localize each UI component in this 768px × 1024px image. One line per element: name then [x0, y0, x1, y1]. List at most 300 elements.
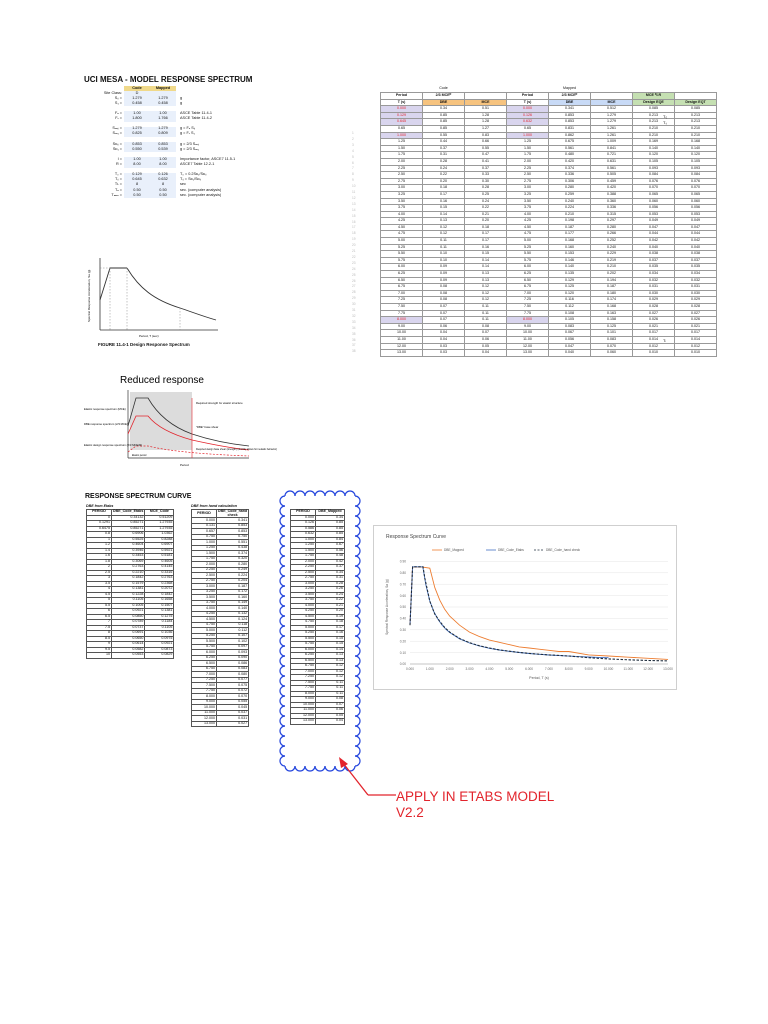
- row-number: 32: [352, 313, 356, 318]
- table-cell: 1.000: [192, 540, 217, 546]
- table-cell: 0.6475: [87, 526, 112, 532]
- spectrum-cell: 4.75: [507, 231, 549, 238]
- spectrum-cell: 3.25: [507, 191, 549, 198]
- spectrum-cell: 0.561: [549, 145, 591, 152]
- spectrum-cell: 0.374: [549, 165, 591, 172]
- spectrum-cell: 0.153: [549, 251, 591, 258]
- table-cell: 0.632: [291, 532, 316, 538]
- table-cell: 2.500: [291, 570, 316, 576]
- fig2-label-dbe: DBE response spectrum (2/3 MCE): [84, 422, 128, 426]
- spectrum-cell: 0.000: [507, 106, 549, 113]
- spectrum-header-cell: [591, 93, 633, 100]
- table-cell: 0.34132: [112, 515, 145, 521]
- param-mapped-value: 1.279: [150, 96, 176, 101]
- table-cell: 0.112: [217, 628, 249, 634]
- table-cell: 2.750: [291, 576, 316, 582]
- param-mapped-value: 1.00: [150, 157, 176, 162]
- spectrum-cell: 0.07: [423, 317, 465, 324]
- spectrum-cell: 0.85: [423, 119, 465, 126]
- spectrum-row: [381, 350, 717, 357]
- spectrum-row: [381, 106, 717, 113]
- row-number: 7: [352, 166, 354, 171]
- table-cell: 0.187: [217, 584, 249, 590]
- spectrum-cell: 0.336: [591, 205, 633, 212]
- spectrum-header-cell: Design EQE: [633, 99, 675, 106]
- param-label: Sₘ₁ =: [112, 131, 122, 136]
- spectrum-cell: 0.11: [423, 244, 465, 251]
- x-tick-label: 5.000: [505, 667, 514, 671]
- fig1-caption: FIGURE 11.4-1 Design Response Spectrum: [98, 342, 190, 347]
- spectrum-cell: 0.17: [465, 231, 507, 238]
- table-cell: 0.077: [217, 677, 249, 683]
- table-cell: 6.000: [291, 647, 316, 653]
- spectrum-cell: 3.00: [507, 185, 549, 192]
- spectrum-cell: 0.032: [675, 277, 717, 284]
- spectrum-cell: 0.085: [675, 106, 717, 113]
- spectrum-cell: 0.040: [675, 244, 717, 251]
- spectrum-cell: 0.13: [423, 218, 465, 225]
- spectrum-cell: 3.00: [381, 185, 423, 192]
- table-cell: 4.750: [291, 620, 316, 626]
- spectrum-cell: 0.032: [633, 277, 675, 284]
- param-note: T₀ = 0.2Sᴅ₁/Sᴅₛ: [180, 172, 207, 177]
- table-cell: 0.67: [316, 543, 345, 549]
- y-tick-label: 0.20: [399, 639, 406, 644]
- table-cell: 0.13: [316, 653, 345, 659]
- spectrum-cell: 0.105: [675, 158, 717, 165]
- spectrum-row: [381, 251, 717, 258]
- spectrum-cell: 0.213: [675, 112, 717, 119]
- spectrum-cell: 0.035: [675, 264, 717, 271]
- spectrum-cell: 0.040: [633, 244, 675, 251]
- table-cell: 7: [87, 620, 112, 626]
- spectrum-cell: 1.009: [591, 139, 633, 146]
- y-tick-label: 0.40: [399, 616, 406, 621]
- params-title: UCI MESA - MODEL RESPONSE SPECTRUM: [84, 75, 253, 84]
- spectrum-cell: 7.75: [507, 310, 549, 317]
- table-cell: 6.750: [291, 664, 316, 670]
- param-mapped-value: 0.809: [150, 132, 176, 137]
- row-number: 12: [352, 195, 356, 200]
- table-cell: 1.27935: [145, 526, 174, 532]
- param-mapped-value: 8.00: [150, 162, 176, 167]
- spectrum-cell: 5.50: [381, 251, 423, 258]
- table-cell: 0.5921: [145, 548, 174, 554]
- spectrum-header-row: [381, 99, 717, 106]
- spectrum-header-cell: 2/3 MCEᴿ: [423, 93, 465, 100]
- row-number: 11: [352, 190, 356, 194]
- table-header-cell: PERIOD: [192, 510, 217, 518]
- spectrum-cell: 0.83: [465, 132, 507, 139]
- param-mapped-value: 1.766: [150, 117, 176, 122]
- table-cell: 0.160: [217, 595, 249, 601]
- row-number: 16: [352, 219, 356, 224]
- spectrum-cell: 0.18: [423, 185, 465, 192]
- table-cell: 2.500: [192, 573, 217, 579]
- spectrum-row: [381, 132, 717, 139]
- spectrum-cell: 0.210: [675, 132, 717, 139]
- table-cell: 0.6906: [112, 532, 145, 538]
- table-cell: 0.0582: [112, 647, 145, 653]
- spectrum-cell: 0.85: [423, 125, 465, 132]
- spectrum-cell: 0.126: [507, 112, 549, 119]
- spectrum-cell: 0.22: [423, 172, 465, 179]
- spectrum-row: [381, 330, 717, 337]
- spectrum-cell: 0.174: [591, 297, 633, 304]
- table-cell: 9: [87, 642, 112, 648]
- spectrum-cell: 0.040: [549, 350, 591, 357]
- table-cell: 0.34: [316, 570, 345, 576]
- table-cell: 6.5: [87, 614, 112, 620]
- table-cell: 0.51209: [145, 515, 174, 521]
- table-cell: 1.2: [87, 543, 112, 549]
- spectrum-cell: 0.420: [549, 158, 591, 165]
- spectrum-cell: 0.21: [465, 211, 507, 218]
- table-cell: 0.750: [217, 534, 249, 540]
- table-cell: 0.072: [217, 688, 249, 694]
- table-cell: 4.5: [87, 592, 112, 598]
- table-cell: 0.090: [217, 655, 249, 661]
- spectrum-cell: 0.120: [633, 152, 675, 159]
- spectrum-cell: 0.721: [591, 152, 633, 159]
- param-mapped-value: 0.853: [150, 142, 176, 147]
- spectrum-cell: 2.75: [381, 178, 423, 185]
- spectrum-cell: 0.035: [633, 264, 675, 271]
- spectrum-row: [381, 317, 717, 324]
- table-cell: 0.249: [217, 567, 249, 573]
- spectrum-cell: 2.50: [381, 172, 423, 179]
- spectrum-cell: 0.014: [633, 336, 675, 343]
- spectrum-cell: 0.41: [465, 158, 507, 165]
- spectrum-cell: 0.125: [549, 284, 591, 291]
- row-number: 27: [352, 284, 356, 289]
- spectrum-cell: 7.25: [507, 297, 549, 304]
- series-line-dbe-code-etabs: [410, 567, 609, 658]
- table-row: [87, 653, 174, 659]
- table-cell: 0.097: [217, 644, 249, 650]
- spectrum-cell: 0.853: [549, 119, 591, 126]
- spectrum-cell: 0.08: [423, 297, 465, 304]
- table-cell: 0.3453: [112, 554, 145, 560]
- spectrum-cell: 0.07: [423, 310, 465, 317]
- spectrum-header-cell: T (s): [381, 99, 423, 106]
- spectrum-cell: 0.047: [675, 224, 717, 231]
- table-header-cell: MCE_Code: [145, 510, 174, 516]
- spectrum-row: [381, 238, 717, 245]
- row-number: 19: [352, 237, 356, 242]
- spectrum-header-cell: Design EQT: [675, 99, 717, 106]
- spectrum-cell: 0.140: [675, 145, 717, 152]
- spectrum-cell: 0.561: [591, 165, 633, 172]
- spectrum-row: [381, 205, 717, 212]
- table-cell: 0.031: [217, 716, 249, 722]
- spectrum-group-mapped: Mapped: [563, 86, 576, 91]
- spectrum-cell: 0.014: [675, 336, 717, 343]
- table-cell: 0.0650: [112, 636, 145, 642]
- y-tick-label: 0.80: [399, 571, 406, 575]
- spectrum-cell: 3.75: [381, 205, 423, 212]
- param-label: S₁ =: [114, 100, 122, 105]
- table-cell: 0.107: [217, 633, 249, 639]
- table-cell: 6.250: [192, 655, 217, 661]
- row-number: 33: [352, 319, 356, 324]
- spectrum-cell: 0.047: [549, 343, 591, 350]
- table-cell: 7.750: [291, 686, 316, 692]
- table-cell: 5.500: [192, 639, 217, 645]
- spectrum-header-row: [381, 93, 717, 100]
- param-mapped-value: 0.50: [150, 188, 176, 193]
- spectrum-cell: 5.00: [381, 238, 423, 245]
- table-cell: 0.280: [217, 562, 249, 568]
- spectrum-cell: 0.034: [675, 271, 717, 278]
- spectrum-cell: 0.315: [591, 211, 633, 218]
- spectrum-cell: 0.15: [423, 205, 465, 212]
- spectrum-cell: 8.000: [507, 317, 549, 324]
- table-cell: 13.000: [192, 721, 217, 727]
- param-label: Sᴅ₁ =: [112, 146, 122, 151]
- spectrum-cell: 1.28: [465, 112, 507, 119]
- spectrum-cell: 11.00: [507, 336, 549, 343]
- table-cell: 0.000: [192, 518, 217, 524]
- spectrum-cell: 1.25: [507, 139, 549, 146]
- x-tick-label: 6.000: [525, 667, 534, 671]
- table-cell: 0.0737: [112, 625, 145, 631]
- spectrum-cell: 0.04: [423, 336, 465, 343]
- table-cell: 0.85: [316, 521, 345, 527]
- table-cell: 0.2763: [145, 576, 174, 582]
- table-cell: 0.000: [291, 515, 316, 521]
- spectrum-cell: 0.010: [633, 350, 675, 357]
- spectrum-cell: 0.219: [591, 257, 633, 264]
- spectrum-cell: 4.25: [381, 218, 423, 225]
- chart-title: Response Spectrum Curve: [386, 534, 447, 540]
- table-cell: 0.12: [316, 664, 345, 670]
- spectrum-cell: 0.16: [423, 198, 465, 205]
- param-note: ASCE Table 11.4-2: [180, 116, 212, 121]
- row-number: 38: [352, 349, 356, 354]
- spectrum-cell: 0.16: [465, 244, 507, 251]
- table-cell: 3.750: [192, 600, 217, 606]
- spectrum-cell: 0.210: [591, 264, 633, 271]
- table-cell: 0.0850: [112, 614, 145, 620]
- table-header-cell: DBE_Code_hand check: [218, 509, 248, 517]
- param-label: Tʟ =: [114, 182, 122, 187]
- y-tick-label: 0.70: [399, 582, 406, 587]
- annotation-text: [396, 789, 566, 821]
- table-cell: 0.374: [217, 551, 249, 557]
- spectrum-cell: 0.112: [549, 304, 591, 311]
- param-code-value: 1.00: [124, 157, 150, 162]
- x-tick-label: 12.000: [643, 667, 654, 671]
- spectrum-cell: 0.037: [675, 257, 717, 264]
- table-cell: 0.1381: [112, 587, 145, 593]
- fig2-label-required-design: Required design base shear (strength) (ductility allows for inelastic behavior): [196, 448, 277, 451]
- table-cell: 0.04: [316, 719, 345, 725]
- table-cell: 0.3069: [112, 559, 145, 565]
- spectrum-cell: 3.50: [381, 198, 423, 205]
- spectrum-cell: 1.50: [381, 145, 423, 152]
- table-cell: 0.12: [316, 675, 345, 681]
- table-cell: 0.657: [192, 529, 217, 535]
- table-cell: 0.6907: [145, 543, 174, 549]
- spectrum-cell: 0.252: [591, 238, 633, 245]
- table-cell: 0.19: [316, 614, 345, 620]
- row-number: 30: [352, 302, 356, 307]
- spectrum-cell: 5.50: [507, 251, 549, 258]
- table-header-cell: DBE_Code_Etabs: [113, 509, 144, 514]
- table-cell: 4.000: [291, 603, 316, 609]
- spectrum-cell: 0.140: [633, 145, 675, 152]
- spectrum-cell: 0.12: [465, 284, 507, 291]
- table-cell: 1.750: [291, 554, 316, 560]
- chart-canvas: [374, 526, 676, 689]
- param-code-value: 1.800: [124, 117, 150, 122]
- spectrum-cell: 0.210: [675, 125, 717, 132]
- spectrum-cell: 0.168: [549, 238, 591, 245]
- spectrum-cell: 1.75: [507, 152, 549, 159]
- reduced-response-figure: [84, 368, 277, 470]
- table-cell: 2.750: [192, 578, 217, 584]
- table-cell: 0.853: [217, 523, 249, 529]
- table-cell: 5.250: [291, 631, 316, 637]
- row-number: 34: [352, 325, 356, 330]
- spectrum-cell: 0.120: [549, 290, 591, 297]
- table-cell: 0.1579: [112, 581, 145, 587]
- spectrum-cell: 0.12: [423, 224, 465, 231]
- spectrum-cell: 0.341: [549, 106, 591, 113]
- spectrum-cell: 0.841: [591, 145, 633, 152]
- spectrum-cell: 0.012: [675, 343, 717, 350]
- spectrum-cell: 0.105: [633, 158, 675, 165]
- spectrum-cell: 0.026: [633, 317, 675, 324]
- param-note: g = 2/3 Sₘₛ: [180, 141, 200, 146]
- spectrum-cell: 0.28: [423, 158, 465, 165]
- param-label: Fᵥ =: [115, 116, 122, 121]
- spectrum-cell: 0.11: [423, 238, 465, 245]
- spectrum-cell: 9.00: [381, 323, 423, 330]
- spectrum-cell: 0.076: [633, 178, 675, 185]
- table-cell: 0.0873: [145, 647, 174, 653]
- spectrum-cell: 6.00: [381, 264, 423, 271]
- spectrum-row: [381, 125, 717, 132]
- table-cell: 0.1228: [112, 592, 145, 598]
- spectrum-cell: 0.021: [675, 323, 717, 330]
- spectrum-cell: 0.037: [633, 257, 675, 264]
- y-tick-label: 0.00: [399, 662, 406, 667]
- spectrum-cell: 0.336: [549, 172, 591, 179]
- spectrum-row: [381, 323, 717, 330]
- spectrum-cell: 0.632: [507, 119, 549, 126]
- spectrum-cell: 4.00: [507, 211, 549, 218]
- spectrum-cell: 0.22: [465, 205, 507, 212]
- spectrum-row: [381, 310, 717, 317]
- table-cell: 1.500: [192, 551, 217, 557]
- spectrum-cell: 0.06: [465, 336, 507, 343]
- param-label: Site Class:: [103, 90, 122, 95]
- spectrum-cell: 0.17: [465, 238, 507, 245]
- spectrum-row: [381, 152, 717, 159]
- table-cell: 4.000: [192, 606, 217, 612]
- spectrum-cell: 7.00: [381, 290, 423, 297]
- spectrum-cell: 0.017: [633, 330, 675, 337]
- row-number: 35: [352, 331, 356, 336]
- spectrum-cell: 0.07: [423, 304, 465, 311]
- spectrum-cell: 0.021: [633, 323, 675, 330]
- row-number: 36: [352, 337, 356, 342]
- spectrum-cell: 0.37: [423, 145, 465, 152]
- spectrum-cell: 0.66: [465, 139, 507, 146]
- spectrum-cell: 0.28: [465, 185, 507, 192]
- spectrum-cell: 2.25: [507, 165, 549, 172]
- spectrum-header-cell: DBE: [423, 99, 465, 106]
- param-note: sec. (computer analysis): [180, 192, 222, 197]
- table-cell: 2.000: [291, 559, 316, 565]
- spectrum-cell: 0.129: [381, 112, 423, 119]
- spectrum-cell: 0.060: [591, 350, 633, 357]
- table-cell: 0.4605: [145, 559, 174, 565]
- spectrum-cell: 0.14: [423, 211, 465, 218]
- spectrum-cell: 6.50: [507, 277, 549, 284]
- table-cell: 13.000: [291, 719, 316, 725]
- spectrum-cell: 0.10: [423, 257, 465, 264]
- spectrum-cell: 10.00: [507, 330, 549, 337]
- spectrum-cell: 0.053: [675, 211, 717, 218]
- param-code-value: 0.853: [124, 142, 150, 147]
- param-mapped-value: 0.632: [150, 178, 176, 183]
- table-cell: 7.500: [291, 680, 316, 686]
- row-number: 4: [352, 148, 354, 153]
- table-cell: 7.250: [192, 677, 217, 683]
- table-cell: 8.5: [87, 636, 112, 642]
- spectrum-cell: 3.25: [381, 191, 423, 198]
- spectrum-cell: 4.50: [507, 224, 549, 231]
- param-label: R =: [115, 162, 122, 167]
- table-cell: 6.500: [192, 661, 217, 667]
- spectrum-cell: 0.210: [633, 132, 675, 139]
- spectrum-cell: 0.04: [423, 330, 465, 337]
- table-cell: 9.5: [87, 647, 112, 653]
- table-cell: 0.3946: [112, 548, 145, 554]
- spectrum-cell: 0.065: [633, 191, 675, 198]
- spectrum-header-cell: [675, 93, 717, 100]
- row-number: 17: [352, 225, 356, 230]
- x-tick-label: 7.000: [544, 667, 553, 671]
- spectrum-cell: 4.75: [381, 231, 423, 238]
- table-cell: 5.000: [192, 628, 217, 634]
- spectrum-cell: 0.47: [465, 152, 507, 159]
- param-mapped-value: 0.539: [150, 147, 176, 152]
- spectrum-cell: 0.017: [675, 330, 717, 337]
- table-cell: 11.000: [291, 708, 316, 714]
- table-cell: 4.750: [192, 622, 217, 628]
- spectrum-cell: 0.146: [549, 257, 591, 264]
- spectrum-cell: 6.25: [507, 271, 549, 278]
- spectrum-cell: 0.038: [675, 251, 717, 258]
- param-note: ASCE Table 11.4-1: [180, 111, 212, 116]
- table-cell: 0.18: [316, 620, 345, 626]
- spectrum-cell: 1.261: [591, 125, 633, 132]
- table-cell: 1.250: [192, 545, 217, 551]
- spectrum-cell: 0.65: [507, 125, 549, 132]
- spectrum-header-cell: Period: [381, 93, 423, 100]
- table-cell: 0.1291: [87, 521, 112, 527]
- spectrum-cell: 13.00: [507, 350, 549, 357]
- row-number: 24: [352, 266, 356, 271]
- x-tick-label: 13.000: [663, 667, 673, 671]
- table-cell: 0.24: [316, 592, 345, 598]
- spectrum-cell: 0.229: [591, 251, 633, 258]
- row-number: 5: [352, 154, 354, 159]
